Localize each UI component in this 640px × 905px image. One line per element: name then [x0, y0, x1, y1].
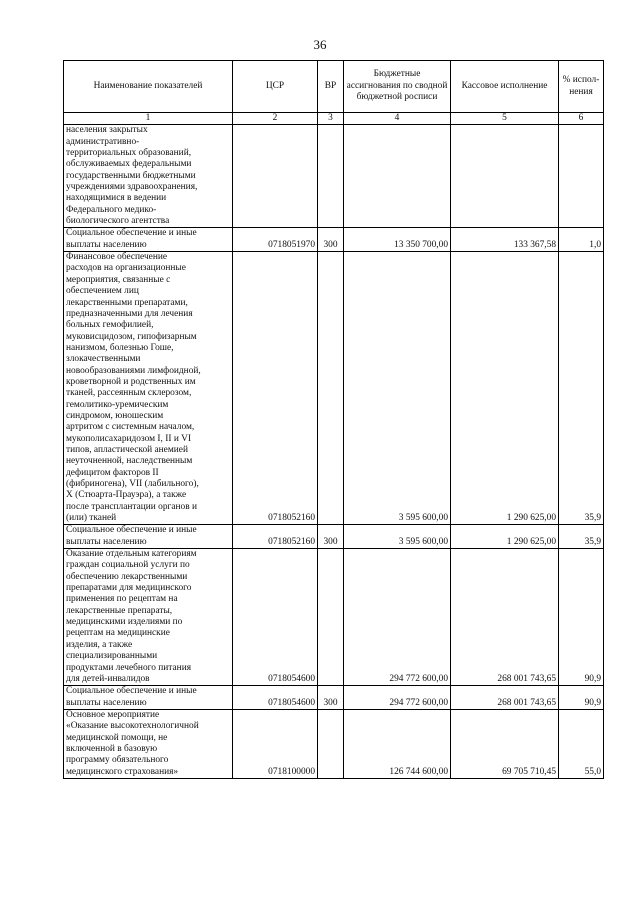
row-name-line: (или) тканей [66, 513, 117, 524]
row-name [64, 252, 233, 525]
page-number: 36 [313, 37, 327, 52]
row-assign [344, 125, 451, 228]
row-csr: 0718052160 [233, 525, 318, 549]
row-name-line: нанизмом, болезнью Гоше, [66, 342, 174, 353]
table-row [64, 686, 604, 710]
header-pct: % испол-нения [559, 61, 604, 113]
row-name-line: Федерального медико- [66, 204, 157, 215]
row-name-line: изделия, а также [66, 639, 133, 650]
row-name-line: административно- [66, 136, 140, 147]
row-name-line: муковисцидозом, гипофизарным [66, 331, 197, 342]
row-name-line: Социальное обеспечение и иные [66, 686, 197, 697]
row-name-line: биологического агентства [66, 216, 170, 227]
row-csr [233, 125, 318, 228]
header-vr: ВР [318, 61, 344, 113]
row-name-line: специализированными [66, 651, 158, 662]
row-name-line: продуктами лечебного питания [66, 662, 192, 673]
row-name-line: (фибриногена), VII (лабильного), [66, 479, 199, 489]
header-name: Наименование показателей [64, 61, 233, 113]
row-name-line: выплаты населению [66, 697, 147, 708]
row-name-line: лекарственными препаратами, [66, 297, 188, 308]
row-name-line: обслуживаемых федеральными [66, 159, 192, 170]
table-row [64, 525, 604, 549]
col-number: 4 [344, 113, 451, 125]
row-name [64, 125, 233, 228]
row-exec: 268 001 743,65 [451, 549, 559, 686]
row-name-line: лекарственные препараты, [66, 605, 173, 616]
row-name-line: злокачественными [66, 354, 141, 365]
row-name-line: рецептам на медицинские [66, 628, 170, 639]
row-name [64, 525, 233, 549]
row-name-line: медицинской помощи, не [66, 732, 168, 743]
row-vr [318, 125, 344, 228]
row-name-line: X (Стюарта-Прауэра), а также [66, 490, 187, 501]
header-csr: ЦСР [233, 61, 318, 113]
row-name-line: Финансовое обеспечение [66, 252, 168, 263]
row-name-line: дефицитом факторов II [66, 467, 159, 478]
row-pct: 35,9 [559, 252, 604, 525]
col-number: 2 [233, 113, 318, 125]
row-pct: 1,0 [559, 228, 604, 252]
row-assign: 294 772 600,00 [344, 686, 451, 710]
row-name [64, 228, 233, 252]
row-pct: 90,9 [559, 549, 604, 686]
row-name-line: выплаты населению [66, 239, 147, 250]
row-pct [559, 125, 604, 228]
row-name [64, 549, 233, 686]
column-number-row [64, 113, 604, 125]
row-name-line: гемолитико-уремическим [66, 399, 169, 410]
row-name-line: кроветворной и родственных им [66, 376, 196, 387]
row-name-line: расходов на организационные [66, 263, 186, 274]
header-assign: Бюджетные ассигнования по сводной бюджетной росписи [344, 61, 451, 113]
row-name-line: обеспечением лиц [66, 286, 139, 297]
table-row [64, 252, 604, 525]
row-csr: 0718100000 [233, 709, 318, 778]
row-name-line: мукополисахаридозом I, II и VI [66, 433, 192, 444]
table-row [64, 125, 604, 228]
row-name-line: граждан социальной услуги по [66, 560, 190, 571]
table-row [64, 549, 604, 686]
row-vr: 300 [318, 525, 344, 549]
row-name-line: программу обязательного [66, 755, 169, 766]
row-name-line: для детей-инвалидов [66, 673, 150, 684]
row-name-line: новообразованиями лимфоидной, [66, 365, 201, 376]
row-pct: 90,9 [559, 686, 604, 710]
row-csr: 0718051970 [233, 228, 318, 252]
row-name-line: неуточненной, наследственным [66, 456, 193, 467]
row-name-line: синдромом, юношеским [66, 410, 164, 421]
col-number: 3 [318, 113, 344, 125]
row-csr: 0718054600 [233, 549, 318, 686]
row-assign: 3 595 600,00 [344, 252, 451, 525]
row-exec: 133 367,58 [451, 228, 559, 252]
row-name-line: включенной в базовую [66, 743, 158, 754]
row-pct: 35,9 [559, 525, 604, 549]
budget-table [63, 60, 604, 779]
row-vr [318, 252, 344, 525]
row-name-line: находящимися в ведении [66, 193, 167, 204]
row-exec: 268 001 743,65 [451, 686, 559, 710]
row-assign: 13 350 700,00 [344, 228, 451, 252]
row-exec: 1 290 625,00 [451, 525, 559, 549]
row-name-line: препаратами для медицинского [66, 583, 192, 594]
row-exec: 69 705 710,45 [451, 709, 559, 778]
row-name-line: Оказание отдельным категориям [66, 549, 197, 560]
row-csr: 0718054600 [233, 686, 318, 710]
row-name-line: больных гемофилией, [66, 320, 154, 331]
table-row [64, 709, 604, 778]
row-name [64, 709, 233, 778]
row-exec: 1 290 625,00 [451, 252, 559, 525]
row-vr: 300 [318, 686, 344, 710]
row-name-line: медицинскими изделиями по [66, 617, 183, 628]
row-name-line: обеспечению лекарственными [66, 571, 188, 582]
row-vr [318, 709, 344, 778]
row-assign: 3 595 600,00 [344, 525, 451, 549]
row-name-line: территориальных образований, [66, 148, 192, 159]
row-name-line: мероприятия, связанные с [66, 274, 171, 285]
row-name-line: учреждениями здравоохранения, [66, 182, 198, 193]
row-name-line: типов, апластической анемией [66, 444, 188, 455]
row-name [64, 686, 233, 710]
table-row [64, 228, 604, 252]
row-name-line: выплаты населению [66, 536, 147, 547]
header-exec: Кассовое исполнение [451, 61, 559, 113]
row-name-line: Социальное обеспечение и иные [66, 525, 197, 536]
col-number: 1 [64, 113, 233, 125]
row-name-line: тканей, рассеянным склерозом, [66, 388, 192, 399]
col-number: 5 [451, 113, 559, 125]
row-name-line: «Оказание высокотехнологичной [66, 721, 199, 732]
row-name-line: Социальное обеспечение и иные [66, 228, 197, 239]
row-pct: 55,0 [559, 709, 604, 778]
row-csr: 0718052160 [233, 252, 318, 525]
row-name-line: медицинского страхования» [66, 766, 179, 777]
table-header-row [64, 61, 604, 113]
row-name-line: артритом с системным началом, [66, 422, 195, 433]
col-number: 6 [559, 113, 604, 125]
row-name-line: государственными бюджетными [66, 170, 196, 181]
row-name-line: Основное мероприятие [66, 709, 160, 720]
row-assign: 126 744 600,00 [344, 709, 451, 778]
row-name-line: предназначенными для лечения [66, 308, 193, 319]
row-vr: 300 [318, 228, 344, 252]
row-vr [318, 549, 344, 686]
row-name-line: применения по рецептам на [66, 594, 178, 605]
row-name-line: после трансплантации органов и [66, 501, 198, 512]
row-exec [451, 125, 559, 228]
row-assign: 294 772 600,00 [344, 549, 451, 686]
row-name-line: населения закрытых [66, 125, 148, 136]
